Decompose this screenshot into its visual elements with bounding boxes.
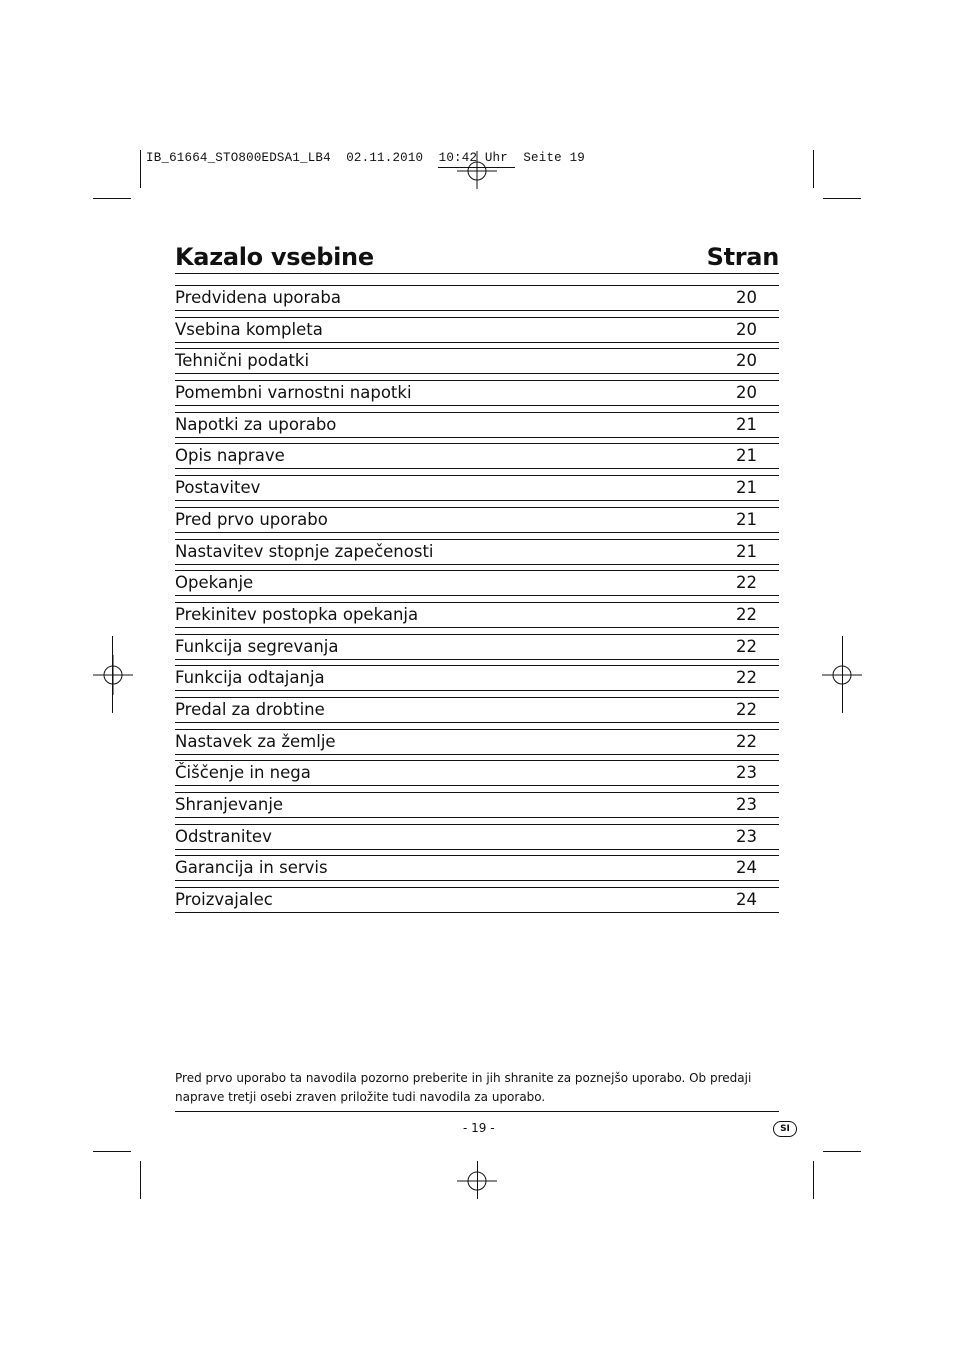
toc-entry[interactable] xyxy=(175,317,779,343)
toc-entry[interactable] xyxy=(175,380,779,406)
toc-entry-title: Nastavitev stopnje zapečenosti xyxy=(175,541,434,561)
toc-entry-page: 24 xyxy=(736,890,757,910)
toc-entry-title: Predvidena uporaba xyxy=(175,288,341,307)
page-column-label: Stran xyxy=(706,243,779,271)
crop-mark-top-left-v xyxy=(140,150,141,188)
toc-entry-title: Opis naprave xyxy=(175,446,285,466)
toc-entry[interactable] xyxy=(175,855,779,881)
toc-entry-page: 23 xyxy=(736,763,757,783)
toc-entry-title: Prekinitev postopka opekanja xyxy=(175,604,419,624)
toc-entry[interactable] xyxy=(175,507,779,533)
toc-entry-page: 22 xyxy=(736,731,757,751)
footer-rule xyxy=(175,1111,779,1112)
toc-entry[interactable] xyxy=(175,412,779,438)
language-badge: SI xyxy=(773,1121,797,1137)
toc-entry-page: 20 xyxy=(736,319,757,339)
toc-entry-page: 21 xyxy=(736,478,757,498)
page-number: - 19 - xyxy=(463,1121,495,1135)
registration-bottom-stem xyxy=(477,1161,478,1199)
registration-mark-left-icon xyxy=(93,655,133,695)
crop-mark-bottom-left-h xyxy=(93,1151,131,1152)
toc-list xyxy=(175,285,779,919)
toc-entry[interactable] xyxy=(175,760,779,786)
toc-entry-title: Funkcija segrevanja xyxy=(175,636,339,656)
page-title: Kazalo vsebine xyxy=(175,243,374,271)
toc-entry[interactable] xyxy=(175,570,779,596)
toc-entry-title: Shranjevanje xyxy=(175,795,284,814)
toc-entry-title: Funkcija odtajanja xyxy=(175,668,325,688)
toc-entry-page: 21 xyxy=(736,414,757,434)
toc-entry-page: 20 xyxy=(736,383,757,403)
toc-entry-page: 22 xyxy=(736,604,757,624)
toc-entry[interactable] xyxy=(175,602,779,628)
toc-entry[interactable] xyxy=(175,539,779,565)
toc-entry-title: Odstranitev xyxy=(175,826,272,846)
toc-entry-page: 21 xyxy=(736,509,757,529)
toc-entry-page: 20 xyxy=(736,351,757,371)
toc-entry-page: 20 xyxy=(736,288,757,307)
usage-note: Pred prvo uporabo ta navodila pozorno preberite in jih shranite za poznejšo uporabo. Ob predaji naprave tretji osebi zraven priložite tudi navodila za uporabo. xyxy=(175,1071,752,1104)
toc-entry[interactable] xyxy=(175,729,779,755)
crop-mark-bottom-right-h xyxy=(823,1151,861,1152)
toc-entry-title: Garancija in servis xyxy=(175,858,328,878)
toc-entry-title: Čiščenje in nega xyxy=(175,763,311,783)
toc-entry-title: Predal za drobtine xyxy=(175,699,325,719)
toc-entry-page: 21 xyxy=(736,541,757,561)
toc-entry[interactable] xyxy=(175,443,779,469)
toc-heading xyxy=(175,243,779,274)
toc-entry[interactable] xyxy=(175,887,779,913)
registration-right-stem xyxy=(842,636,843,713)
toc-entry-title: Postavitev xyxy=(175,478,261,498)
toc-entry-page: 22 xyxy=(736,573,757,593)
toc-entry[interactable] xyxy=(175,697,779,723)
toc-entry-title: Pomembni varnostni napotki xyxy=(175,383,412,403)
toc-entry-title: Opekanje xyxy=(175,573,254,593)
print-slug: IB_61664_STO800EDSA1_LB4 02.11.2010 10:42 Uhr Seite 19 xyxy=(146,151,585,165)
toc-entry-page: 21 xyxy=(736,446,757,466)
registration-mark-top-icon xyxy=(457,151,497,191)
toc-entry-title: Pred prvo uporabo xyxy=(175,509,328,529)
crop-mark-top-right-h xyxy=(823,198,861,199)
toc-entry-title: Nastavek za žemlje xyxy=(175,731,336,751)
toc-entry[interactable] xyxy=(175,285,779,311)
crop-mark-top-right-v xyxy=(813,150,814,188)
toc-entry-page: 22 xyxy=(736,668,757,688)
toc-entry-page: 22 xyxy=(736,699,757,719)
toc-entry-title: Tehnični podatki xyxy=(175,351,310,371)
toc-entry[interactable] xyxy=(175,348,779,374)
toc-entry[interactable] xyxy=(175,634,779,660)
crop-mark-bottom-left-v xyxy=(140,1161,141,1199)
toc-entry-page: 24 xyxy=(736,858,757,878)
toc-entry[interactable] xyxy=(175,475,779,501)
toc-entry[interactable] xyxy=(175,665,779,691)
toc-entry-page: 22 xyxy=(736,636,757,656)
toc-entry-page: 23 xyxy=(736,826,757,846)
toc-entry-title: Vsebina kompleta xyxy=(175,319,323,339)
toc-entry[interactable] xyxy=(175,824,779,850)
toc-entry-page: 23 xyxy=(736,795,757,814)
crop-mark-top-left-h xyxy=(93,198,131,199)
toc-entry[interactable] xyxy=(175,792,779,818)
crop-mark-bottom-right-v xyxy=(813,1161,814,1199)
toc-entry-title: Napotki za uporabo xyxy=(175,414,337,434)
toc-entry-title: Proizvajalec xyxy=(175,890,273,910)
registration-left-stem xyxy=(112,636,113,713)
